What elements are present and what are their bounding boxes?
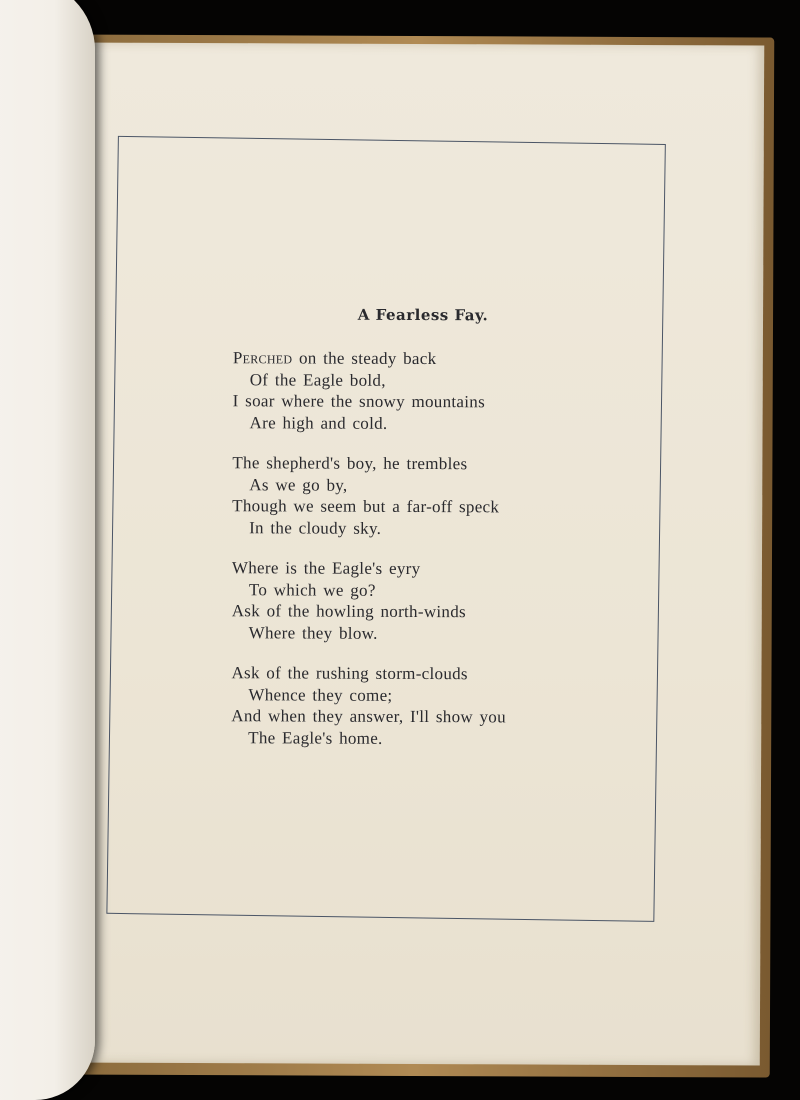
poem-line: And when they answer, I'll show you [231, 706, 506, 727]
poem-line [233, 347, 633, 370]
small-caps-lead: Perched [232, 348, 293, 368]
stanza [231, 662, 631, 750]
line-text: on the steady back [292, 348, 437, 369]
poem-line: To which we go? [248, 579, 376, 600]
poem-title: A Fearless Fay. [357, 305, 489, 325]
poem-line: The Eagle's home. [248, 727, 383, 748]
poem-line: Where is the Eagle's eyry [231, 558, 421, 579]
poem-line: Ask of the howling north-winds [231, 601, 467, 622]
poem-line: Whence they come; [248, 684, 393, 705]
stanza [232, 452, 632, 540]
poem-line: Though we seem but a far-off speck [232, 496, 500, 517]
poem-line: Are high and cold. [249, 412, 388, 433]
poem-line: Ask of the rushing storm-clouds [231, 663, 468, 684]
poem [231, 305, 633, 769]
poem-line: I soar where the snowy mountains [232, 391, 486, 412]
book-page [70, 42, 764, 1065]
left-page-curl [0, 0, 95, 1100]
stanza [233, 347, 633, 435]
stanza [232, 557, 632, 645]
poem-line: As we go by, [249, 474, 348, 495]
poem-line: The shepherd's boy, he trembles [232, 453, 468, 474]
poem-line: Where they blow. [248, 622, 378, 643]
poem-line: In the cloudy sky. [249, 517, 382, 538]
poem-line: Of the Eagle bold, [249, 369, 386, 390]
